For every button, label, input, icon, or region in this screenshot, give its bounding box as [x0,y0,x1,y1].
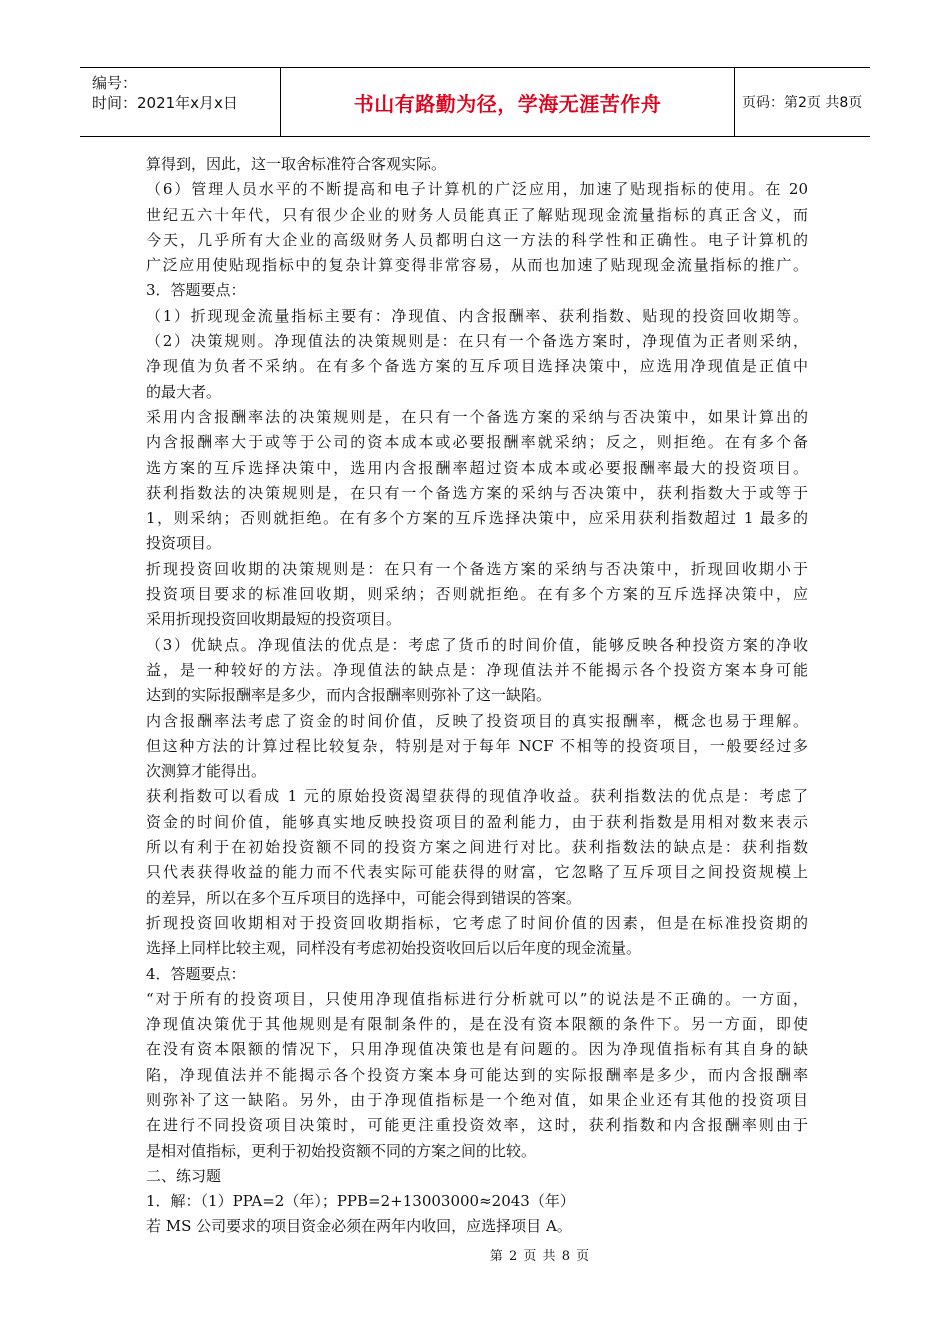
body-text-line: 是相对值指标，更利于初始投资额不同的方案之间的比较。 [146,1141,537,1160]
body-text-line: 二、练习题 [146,1166,222,1185]
body-text-line: 内含报酬率法考虑了资金的时间价值，反映了投资项目的真实报酬率，概念也易于理解。 [146,711,808,730]
body-text-line: （3）优缺点。净现值法的优点是：考虑了货币的时间价值，能够反映各种投资方案的净收 [146,635,808,654]
body-text-line: 获利指数法的决策规则是，在只有一个备选方案的采纳与否决策中，获利指数大于或等于 [146,483,808,502]
body-text-line: 达到的实际报酬率是多少，而内含报酬率则弥补了这一缺陷。 [146,686,552,705]
body-text-line: 1，则采纳；否则就拒绝。在有多个方案的互斥选择决策中，应采用获利指数超过 1 最多的 [146,509,808,528]
body-text-line: （6）管理人员水平的不断提高和电子计算机的广泛应用，加速了贴现指标的使用。在 20 [146,180,808,199]
body-text-line: 若 MS 公司要求的项目资金必须在两年内收回，应选择项目 A。 [146,1217,572,1236]
body-text-line: 次测算才能得出。 [146,762,267,781]
body-text-line: 只代表获得收益的能力而不代表实际可能获得的财富，它忽略了互斥项目之间投资规模上 [146,863,808,882]
body-text-line: 净现值为负者不采纳。在有多个备选方案的互斥项目选择决策中，应选用净现值是正值中 [146,357,808,376]
body-text-line: 但这种方法的计算过程比较复杂，特别是对于每年 NCF 不相等的投资项目，一般要经过多 [146,736,808,755]
body-text-line: 选方案的互斥选择决策中，选用内含报酬率超过资本成本或必要报酬率最大的投资项目。 [146,458,808,477]
code-label: 编号： [92,74,138,92]
body-text-line: （1）折现现金流量指标主要有：净现值、内含报酬率、获利指数、贴现的投资回收期等。 [146,306,808,325]
page-footer [0,1245,950,1264]
body-text-line: 4．答题要点： [146,964,246,983]
body-text-line: 的差异，所以在多个互斥项目的选择中，可能会得到错误的答案。 [146,888,582,907]
header-motto-cell [280,68,735,136]
body-text-line: 获利指数可以看成 1 元的原始投资渴望获得的现值净收益。获利指数法的优点是：考虑了 [146,787,808,806]
body-text-line: 的最大者。 [146,382,222,401]
date-label: 时间：2021年x月x日 [92,94,238,112]
body-text-line: 投资项目。 [146,534,222,553]
body-text-line: 折现投资回收期的决策规则是：在只有一个备选方案的采纳与否决策中，折现回收期小于 [146,559,808,578]
page-header [80,67,870,137]
footer-page-number: 第 2 页 共 8 页 [489,1249,591,1264]
header-motto: 书山有路勤为径，学海无涯苦作舟 [353,91,662,116]
body-text-line: 折现投资回收期相对于投资回收期指标，它考虑了时间价值的因素，但是在标准投资期的 [146,913,808,932]
body-text-line: 净现值决策优于其他规则是有限制条件的，是在没有资本限额的条件下。另一方面，即使 [146,1015,808,1034]
body-text-line: 在进行不同投资项目决策时，可能更注重投资效率，这时，获利指数和内含报酬率则由于 [146,1116,808,1135]
body-text-line: （2）决策规则。净现值法的决策规则是：在只有一个备选方案时，净现值为正者则采纳， [146,332,808,351]
body-text-line: 广泛应用使贴现指标中的复杂计算变得非常容易，从而也加速了贴现现金流量指标的推广。 [146,256,808,275]
body-text-line: 采用内含报酬率法的决策规则是，在只有一个备选方案的采纳与否决策中，如果计算出的 [146,407,808,426]
body-text-line: 世纪五六十年代，只有很少企业的财务人员能真正了解贴现现金流量指标的真正含义，而 [146,205,808,224]
body-text-line: 采用折现投资回收期最短的投资项目。 [146,610,402,629]
body-text-line: 陷，净现值法并不能揭示各个投资方案本身可能达到的实际报酬率是多少，而内含报酬率 [146,1065,808,1084]
body-text-line: 所以有利于在初始投资额不同的投资方案之间进行对比。获利指数法的缺点是：获利指数 [146,838,808,857]
body-text-line: 投资项目要求的标准回收期，则采纳；否则就拒绝。在有多个方案的互斥选择决策中，应 [146,585,808,604]
body-text-line: 资金的时间价值，能够真实地反映投资项目的盈利能力，由于获利指数是用相对数来表示 [146,812,808,831]
header-info [80,68,280,136]
body-text-line: 则弥补了这一缺陷。另外，由于净现值指标是一个绝对值，如果企业还有其他的投资项目 [146,1090,808,1109]
body-text-line: 益，是一种较好的方法。净现值法的缺点是：净现值法并不能揭示各个投资方案本身可能 [146,660,808,679]
body-text-line: 选择上同样比较主观，同样没有考虑初始投资收回后以后年度的现金流量。 [146,939,642,958]
body-text-line: 3．答题要点： [146,281,246,300]
body-text-line: 内含报酬率大于或等于公司的资本成本或必要报酬率就采纳；反之，则拒绝。在有多个备 [146,433,808,452]
body-text-line: “对于所有的投资项目，只使用净现值指标进行分析就可以”的说法是不正确的。一方面， [146,989,808,1008]
header-page-label: 页码：第2页 共8页 [742,95,863,111]
header-page-cell [734,68,870,136]
document-body [146,152,808,1240]
body-text-line: 在没有资本限额的情况下，只用净现值决策也是有问题的。因为净现值指标有其自身的缺 [146,1040,808,1059]
body-text-line: 1．解：（1）PPA=2（年）；PPB=2+13003000≈2043（年） [146,1192,575,1211]
body-text-line: 今天，几乎所有大企业的高级财务人员都明白这一方法的科学性和正确性。电子计算机的 [146,230,808,249]
body-text-line: 算得到，因此，这一取舍标准符合客观实际。 [146,155,447,173]
